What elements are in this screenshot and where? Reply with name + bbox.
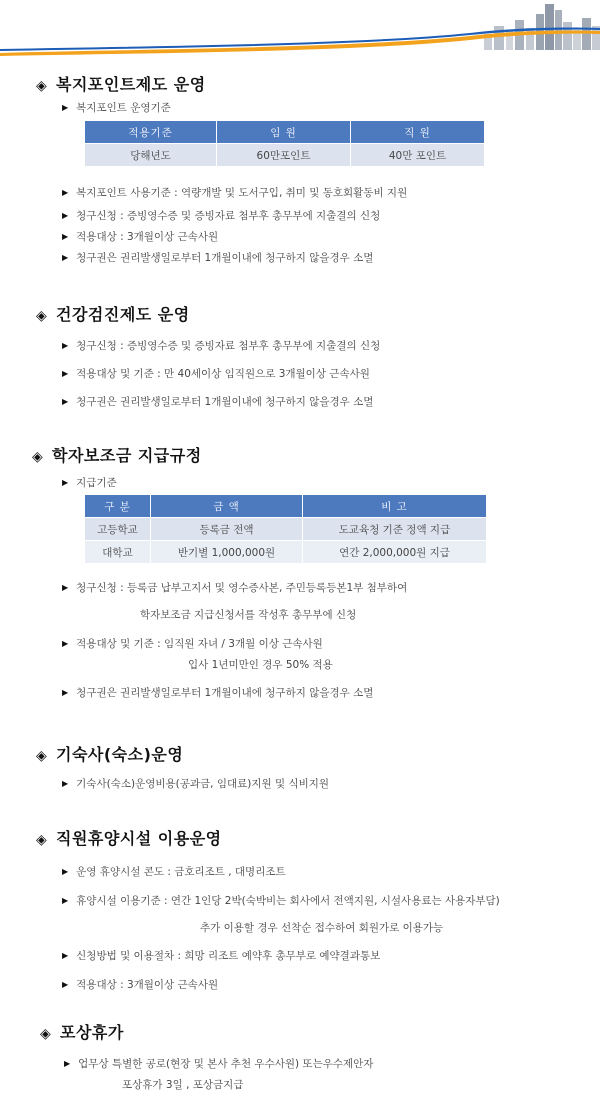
section-title-welfare: ◈ 복지포인트제도 운영 <box>36 75 206 94</box>
list-item: ▶ 적용대상 및 기준 : 임직원 자녀 / 3개월 이상 근속사원 <box>62 638 323 650</box>
table-header-cell: 비 고 <box>303 495 487 518</box>
table-cell: 60만포인트 <box>217 144 351 167</box>
table-row <box>85 518 487 541</box>
list-item-continuation: 포상휴가 3일 , 포상금지급 <box>122 1079 244 1091</box>
table-header-cell: 금 액 <box>151 495 303 518</box>
list-item-continuation: 추가 이용할 경우 선착순 접수하여 회원가로 이용가능 <box>200 922 444 934</box>
list-item: ▶ 적용대상 및 기준 : 만 40세이상 임직원으로 3개월이상 근속사원 <box>62 368 370 380</box>
triangle-right-icon: ▶ <box>62 639 69 648</box>
triangle-right-icon: ▶ <box>62 253 69 262</box>
list-item: ▶ 청구권은 권리발생일로부터 1개월이내에 청구하지 않을경우 소멸 <box>62 396 374 408</box>
table-header-cell: 직 원 <box>351 121 485 144</box>
triangle-right-icon: ▶ <box>62 478 69 487</box>
section-title-resort: ◈ 직원휴양시설 이용운영 <box>36 829 222 848</box>
header-banner <box>0 0 600 58</box>
tuition-table <box>84 494 487 564</box>
table-cell: 고등학교 <box>85 518 151 541</box>
diamond-icon: ◈ <box>36 832 48 848</box>
list-item: ▶ 청구권은 권리발생일로부터 1개월이내에 청구하지 않을경우 소멸 <box>62 687 374 699</box>
table-header-cell: 구 분 <box>85 495 151 518</box>
table-header-cell: 적용기준 <box>85 121 217 144</box>
triangle-right-icon: ▶ <box>62 369 69 378</box>
list-item: ▶ 적용대상 : 3개월이상 근속사원 <box>62 231 219 243</box>
list-item: ▶ 청구신청 : 증빙영수증 및 증빙자료 첨부후 총무부에 지출결의 신청 <box>62 340 381 352</box>
list-item: ▶ 휴양시설 이용기준 : 연간 1인당 2박(숙박비는 회사에서 전액지원, 시설사용료는 사용자부담) <box>62 895 500 907</box>
section-title-health: ◈ 건강검진제도 운영 <box>36 305 190 324</box>
triangle-right-icon: ▶ <box>62 103 69 112</box>
section-title-dorm: ◈ 기숙사(숙소)운영 <box>36 745 184 764</box>
list-item: ▶ 업무상 특별한 공로(현장 및 본사 추천 우수사원) 또는우수제안자 <box>64 1058 374 1070</box>
list-item: ▶ 적용대상 : 3개월이상 근속사원 <box>62 979 219 991</box>
triangle-right-icon: ▶ <box>62 232 69 241</box>
list-item-continuation: 입사 1년미만인 경우 50% 적용 <box>188 659 333 671</box>
triangle-right-icon: ▶ <box>62 951 69 960</box>
list-item: ▶ 지급기준 <box>62 477 117 489</box>
triangle-right-icon: ▶ <box>62 341 69 350</box>
table-header-cell: 임 원 <box>217 121 351 144</box>
triangle-right-icon: ▶ <box>62 867 69 876</box>
section-title-reward: ◈ 포상휴가 <box>40 1023 124 1042</box>
diamond-icon: ◈ <box>36 748 48 764</box>
table-cell: 도교육청 기준 정액 지급 <box>303 518 487 541</box>
list-item: ▶ 운영 휴양시설 콘도 : 금호리조트 , 대명리조트 <box>62 866 286 878</box>
triangle-right-icon: ▶ <box>62 583 69 592</box>
section-title-tuition: ◈ 학자보조금 지급규정 <box>32 446 202 465</box>
diamond-icon: ◈ <box>36 308 48 324</box>
list-item: ▶ 청구신청 : 등록금 납부고지서 및 영수증사본, 주민등록등본1부 첨부하여 <box>62 582 408 594</box>
triangle-right-icon: ▶ <box>64 1059 71 1068</box>
triangle-right-icon: ▶ <box>62 188 69 197</box>
list-item-continuation: 학자보조금 지급신청서를 작성후 총무부에 신청 <box>140 609 357 621</box>
diamond-icon: ◈ <box>32 449 44 465</box>
table-cell: 연간 2,000,000원 지급 <box>303 541 487 564</box>
list-item: ▶ 청구신청 : 증빙영수증 및 증빙자료 첨부후 총무부에 지출결의 신청 <box>62 210 381 222</box>
table-cell: 반기별 1,000,000원 <box>151 541 303 564</box>
table-header-row <box>85 121 485 144</box>
table-cell: 대학교 <box>85 541 151 564</box>
triangle-right-icon: ▶ <box>62 896 69 905</box>
triangle-right-icon: ▶ <box>62 688 69 697</box>
list-item: ▶ 복지포인트 운영기준 <box>62 102 171 114</box>
table-row <box>85 541 487 564</box>
list-item: ▶ 신청방법 및 이용절차 : 희망 리조트 예약후 총무부로 예약결과통보 <box>62 950 381 962</box>
list-item: ▶ 청구권은 권리발생일로부터 1개월이내에 청구하지 않을경우 소멸 <box>62 252 374 264</box>
table-cell: 등록금 전액 <box>151 518 303 541</box>
diamond-icon: ◈ <box>40 1026 52 1042</box>
triangle-right-icon: ▶ <box>62 980 69 989</box>
table-header-row <box>85 495 487 518</box>
table-row <box>85 144 485 167</box>
welfare-table <box>84 120 485 167</box>
triangle-right-icon: ▶ <box>62 397 69 406</box>
list-item: ▶ 복지포인트 사용기준 : 역량개발 및 도서구입, 취미 및 동호회활동비 지원 <box>62 187 408 199</box>
triangle-right-icon: ▶ <box>62 779 69 788</box>
triangle-right-icon: ▶ <box>62 211 69 220</box>
table-cell: 당해년도 <box>85 144 217 167</box>
table-cell: 40만 포인트 <box>351 144 485 167</box>
list-item: ▶ 기숙사(숙소)운영비용(공과금, 임대료)지원 및 식비지원 <box>62 778 330 790</box>
diamond-icon: ◈ <box>36 78 48 94</box>
city-skyline-icon <box>484 4 600 50</box>
